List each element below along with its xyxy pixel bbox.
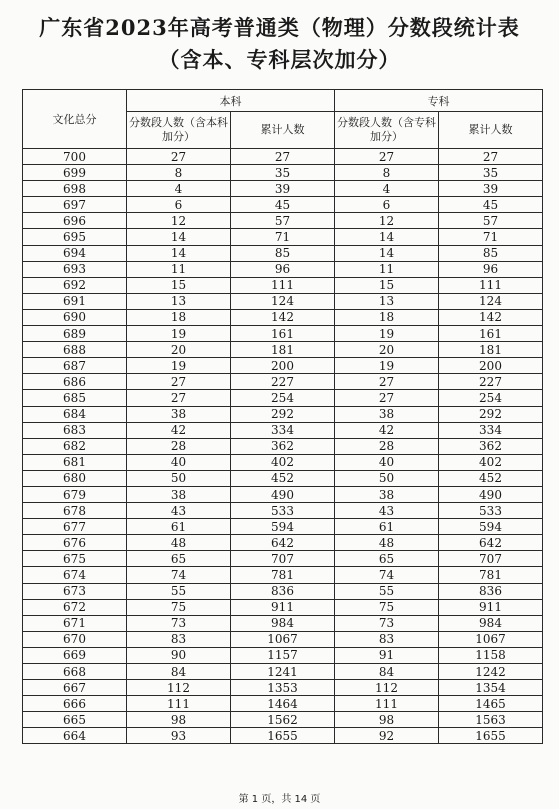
zhuanke-count-cell: 13	[335, 293, 439, 309]
zhuanke-cumulative-cell: 452	[439, 470, 543, 486]
benke-cumulative-cell: 124	[231, 293, 335, 309]
zhuanke-count-cell: 20	[335, 342, 439, 358]
score-cell: 685	[23, 390, 127, 406]
score-column-header: 文化总分	[23, 90, 127, 149]
zhuanke-count-cell: 27	[335, 374, 439, 390]
zhuanke-count-cell: 98	[335, 712, 439, 728]
benke-cumulative-cell: 254	[231, 390, 335, 406]
benke-count-cell: 84	[127, 664, 231, 680]
zhuanke-count-cell: 91	[335, 647, 439, 663]
benke-cumulative-cell: 1067	[231, 631, 335, 647]
zhuanke-count-cell: 112	[335, 680, 439, 696]
table-row	[23, 261, 543, 277]
benke-cumulative-cell: 181	[231, 342, 335, 358]
benke-count-cell: 61	[127, 519, 231, 535]
zhuanke-cumulative-header: 累计人数	[439, 112, 543, 149]
benke-cumulative-cell: 85	[231, 245, 335, 261]
table-row	[23, 503, 543, 519]
score-cell: 676	[23, 535, 127, 551]
score-cell: 695	[23, 229, 127, 245]
benke-count-cell: 93	[127, 728, 231, 744]
benke-cumulative-cell: 142	[231, 309, 335, 325]
benke-count-cell: 65	[127, 551, 231, 567]
zhuanke-count-cell: 19	[335, 326, 439, 342]
table-row	[23, 696, 543, 712]
zhuanke-cumulative-cell: 124	[439, 293, 543, 309]
zhuanke-count-cell: 92	[335, 728, 439, 744]
zhuanke-count-cell: 14	[335, 229, 439, 245]
benke-cumulative-cell: 984	[231, 615, 335, 631]
benke-cumulative-cell: 161	[231, 326, 335, 342]
table-row	[23, 519, 543, 535]
benke-count-cell: 112	[127, 680, 231, 696]
zhuanke-count-cell: 14	[335, 245, 439, 261]
score-cell: 665	[23, 712, 127, 728]
zhuanke-cumulative-cell: 1354	[439, 680, 543, 696]
table-row	[23, 165, 543, 181]
table-row	[23, 277, 543, 293]
benke-count-cell: 27	[127, 149, 231, 165]
page-title: 广东省2023年高考普通类（物理）分数段统计表	[39, 15, 520, 40]
zhuanke-cumulative-cell: 85	[439, 245, 543, 261]
table-row	[23, 712, 543, 728]
benke-count-header: 分数段人数（含本科加分）	[127, 112, 231, 149]
table-row	[23, 213, 543, 229]
benke-cumulative-cell: 1241	[231, 664, 335, 680]
table-row	[23, 326, 543, 342]
score-cell: 678	[23, 503, 127, 519]
benke-cumulative-cell: 402	[231, 454, 335, 470]
zhuanke-count-cell: 27	[335, 390, 439, 406]
zhuanke-cumulative-cell: 1563	[439, 712, 543, 728]
table-row	[23, 390, 543, 406]
benke-count-cell: 40	[127, 454, 231, 470]
score-cell: 699	[23, 165, 127, 181]
zhuanke-cumulative-cell: 57	[439, 213, 543, 229]
score-cell: 677	[23, 519, 127, 535]
benke-cumulative-cell: 1464	[231, 696, 335, 712]
table-row	[23, 293, 543, 309]
score-cell: 690	[23, 309, 127, 325]
zhuanke-count-cell: 40	[335, 454, 439, 470]
page-footer: 第 1 页，共 14 页	[238, 794, 321, 805]
table-row	[23, 181, 543, 197]
score-cell: 670	[23, 631, 127, 647]
zhuanke-count-cell: 55	[335, 583, 439, 599]
table-row	[23, 438, 543, 454]
zhuanke-count-cell: 73	[335, 615, 439, 631]
zhuanke-cumulative-cell: 642	[439, 535, 543, 551]
table-row	[23, 374, 543, 390]
zhuanke-cumulative-cell: 39	[439, 181, 543, 197]
score-cell: 689	[23, 326, 127, 342]
zhuanke-count-cell: 27	[335, 149, 439, 165]
table-row	[23, 470, 543, 486]
zhuanke-cumulative-cell: 533	[439, 503, 543, 519]
benke-cumulative-cell: 292	[231, 406, 335, 422]
benke-count-cell: 48	[127, 535, 231, 551]
zhuanke-count-cell: 4	[335, 181, 439, 197]
zhuanke-count-cell: 19	[335, 358, 439, 374]
benke-cumulative-header: 累计人数	[231, 112, 335, 149]
benke-count-cell: 55	[127, 583, 231, 599]
zhuanke-cumulative-cell: 1067	[439, 631, 543, 647]
score-cell: 671	[23, 615, 127, 631]
table-row	[23, 535, 543, 551]
zhuanke-count-cell: 74	[335, 567, 439, 583]
score-cell: 673	[23, 583, 127, 599]
benke-cumulative-cell: 490	[231, 486, 335, 502]
benke-count-cell: 43	[127, 503, 231, 519]
benke-count-cell: 98	[127, 712, 231, 728]
benke-count-cell: 50	[127, 470, 231, 486]
zhuanke-cumulative-cell: 200	[439, 358, 543, 374]
score-cell: 679	[23, 486, 127, 502]
benke-cumulative-cell: 71	[231, 229, 335, 245]
score-cell: 682	[23, 438, 127, 454]
score-cell: 669	[23, 647, 127, 663]
zhuanke-cumulative-cell: 362	[439, 438, 543, 454]
benke-count-cell: 27	[127, 374, 231, 390]
benke-count-cell: 74	[127, 567, 231, 583]
table-row	[23, 615, 543, 631]
benke-count-cell: 15	[127, 277, 231, 293]
benke-cumulative-cell: 45	[231, 197, 335, 213]
benke-cumulative-cell: 1353	[231, 680, 335, 696]
table-row	[23, 631, 543, 647]
benke-cumulative-cell: 594	[231, 519, 335, 535]
table-row	[23, 197, 543, 213]
table-row	[23, 647, 543, 663]
benke-cumulative-cell: 836	[231, 583, 335, 599]
table-row	[23, 664, 543, 680]
score-cell: 672	[23, 599, 127, 615]
zhuanke-count-cell: 11	[335, 261, 439, 277]
zhuanke-cumulative-cell: 781	[439, 567, 543, 583]
score-cell: 668	[23, 664, 127, 680]
zhuanke-count-cell: 75	[335, 599, 439, 615]
zhuanke-cumulative-cell: 911	[439, 599, 543, 615]
score-cell: 698	[23, 181, 127, 197]
zhuanke-count-cell: 48	[335, 535, 439, 551]
benke-cumulative-cell: 642	[231, 535, 335, 551]
zhuanke-count-cell: 111	[335, 696, 439, 712]
benke-cumulative-cell: 35	[231, 165, 335, 181]
benke-count-cell: 90	[127, 647, 231, 663]
zhuanke-cumulative-cell: 984	[439, 615, 543, 631]
table-row	[23, 728, 543, 744]
zhuanke-cumulative-cell: 594	[439, 519, 543, 535]
zhuanke-count-cell: 8	[335, 165, 439, 181]
benke-count-cell: 11	[127, 261, 231, 277]
page-subtitle: （含本、专科层次加分）	[158, 47, 401, 72]
benke-count-cell: 27	[127, 390, 231, 406]
benke-count-cell: 42	[127, 422, 231, 438]
benke-count-cell: 19	[127, 358, 231, 374]
score-cell: 683	[23, 422, 127, 438]
zhuanke-cumulative-cell: 111	[439, 277, 543, 293]
zhuanke-cumulative-cell: 1158	[439, 647, 543, 663]
benke-count-cell: 6	[127, 197, 231, 213]
zhuanke-cumulative-cell: 71	[439, 229, 543, 245]
score-cell: 684	[23, 406, 127, 422]
table-row	[23, 454, 543, 470]
benke-count-cell: 75	[127, 599, 231, 615]
zhuanke-count-cell: 28	[335, 438, 439, 454]
zhuanke-count-cell: 50	[335, 470, 439, 486]
table-row	[23, 583, 543, 599]
benke-cumulative-cell: 334	[231, 422, 335, 438]
benke-count-cell: 18	[127, 309, 231, 325]
zhuanke-count-cell: 83	[335, 631, 439, 647]
benke-count-cell: 38	[127, 406, 231, 422]
table-row	[23, 567, 543, 583]
benke-count-cell: 28	[127, 438, 231, 454]
benke-cumulative-cell: 57	[231, 213, 335, 229]
table-row	[23, 358, 543, 374]
score-cell: 688	[23, 342, 127, 358]
benke-cumulative-cell: 111	[231, 277, 335, 293]
benke-count-cell: 13	[127, 293, 231, 309]
zhuanke-cumulative-cell: 292	[439, 406, 543, 422]
benke-cumulative-cell: 781	[231, 567, 335, 583]
zhuanke-count-cell: 84	[335, 664, 439, 680]
score-cell: 674	[23, 567, 127, 583]
table-row	[23, 406, 543, 422]
score-cell: 686	[23, 374, 127, 390]
benke-group-header: 本科	[127, 90, 335, 112]
table-row	[23, 680, 543, 696]
table-row	[23, 342, 543, 358]
score-cell: 693	[23, 261, 127, 277]
zhuanke-cumulative-cell: 490	[439, 486, 543, 502]
zhuanke-count-cell: 61	[335, 519, 439, 535]
zhuanke-cumulative-cell: 836	[439, 583, 543, 599]
benke-count-cell: 73	[127, 615, 231, 631]
zhuanke-cumulative-cell: 181	[439, 342, 543, 358]
zhuanke-count-cell: 65	[335, 551, 439, 567]
zhuanke-count-header: 分数段人数（含专科加分）	[335, 112, 439, 149]
benke-count-cell: 14	[127, 229, 231, 245]
zhuanke-cumulative-cell: 707	[439, 551, 543, 567]
zhuanke-cumulative-cell: 1242	[439, 664, 543, 680]
zhuanke-count-cell: 43	[335, 503, 439, 519]
benke-count-cell: 4	[127, 181, 231, 197]
zhuanke-count-cell: 38	[335, 406, 439, 422]
score-cell: 666	[23, 696, 127, 712]
benke-cumulative-cell: 911	[231, 599, 335, 615]
zhuanke-cumulative-cell: 254	[439, 390, 543, 406]
zhuanke-cumulative-cell: 1655	[439, 728, 543, 744]
benke-count-cell: 8	[127, 165, 231, 181]
score-cell: 694	[23, 245, 127, 261]
zhuanke-group-header: 专科	[335, 90, 543, 112]
zhuanke-cumulative-cell: 142	[439, 309, 543, 325]
table-row	[23, 245, 543, 261]
benke-count-cell: 38	[127, 486, 231, 502]
benke-count-cell: 19	[127, 326, 231, 342]
zhuanke-count-cell: 38	[335, 486, 439, 502]
benke-cumulative-cell: 707	[231, 551, 335, 567]
score-cell: 700	[23, 149, 127, 165]
score-cell: 680	[23, 470, 127, 486]
benke-count-cell: 111	[127, 696, 231, 712]
score-cell: 675	[23, 551, 127, 567]
table-row	[23, 551, 543, 567]
table-body	[23, 149, 543, 744]
zhuanke-cumulative-cell: 227	[439, 374, 543, 390]
benke-count-cell: 12	[127, 213, 231, 229]
zhuanke-cumulative-cell: 35	[439, 165, 543, 181]
score-cell: 664	[23, 728, 127, 744]
zhuanke-cumulative-cell: 27	[439, 149, 543, 165]
zhuanke-cumulative-cell: 1465	[439, 696, 543, 712]
table-row	[23, 309, 543, 325]
benke-count-cell: 14	[127, 245, 231, 261]
benke-cumulative-cell: 27	[231, 149, 335, 165]
zhuanke-count-cell: 18	[335, 309, 439, 325]
benke-cumulative-cell: 452	[231, 470, 335, 486]
benke-cumulative-cell: 227	[231, 374, 335, 390]
zhuanke-cumulative-cell: 45	[439, 197, 543, 213]
table-row	[23, 149, 543, 165]
benke-count-cell: 20	[127, 342, 231, 358]
zhuanke-cumulative-cell: 96	[439, 261, 543, 277]
zhuanke-count-cell: 12	[335, 213, 439, 229]
table-row	[23, 599, 543, 615]
table-row	[23, 422, 543, 438]
benke-cumulative-cell: 1157	[231, 647, 335, 663]
benke-cumulative-cell: 200	[231, 358, 335, 374]
zhuanke-cumulative-cell: 334	[439, 422, 543, 438]
table-row	[23, 486, 543, 502]
score-cell: 697	[23, 197, 127, 213]
score-cell: 681	[23, 454, 127, 470]
score-cell: 687	[23, 358, 127, 374]
zhuanke-count-cell: 15	[335, 277, 439, 293]
score-distribution-table	[22, 89, 543, 744]
score-cell: 692	[23, 277, 127, 293]
zhuanke-cumulative-cell: 402	[439, 454, 543, 470]
score-cell: 691	[23, 293, 127, 309]
zhuanke-count-cell: 42	[335, 422, 439, 438]
table-row	[23, 229, 543, 245]
benke-cumulative-cell: 39	[231, 181, 335, 197]
zhuanke-cumulative-cell: 161	[439, 326, 543, 342]
benke-cumulative-cell: 533	[231, 503, 335, 519]
score-cell: 667	[23, 680, 127, 696]
benke-cumulative-cell: 1655	[231, 728, 335, 744]
benke-cumulative-cell: 362	[231, 438, 335, 454]
zhuanke-count-cell: 6	[335, 197, 439, 213]
benke-cumulative-cell: 96	[231, 261, 335, 277]
score-cell: 696	[23, 213, 127, 229]
benke-cumulative-cell: 1562	[231, 712, 335, 728]
benke-count-cell: 83	[127, 631, 231, 647]
